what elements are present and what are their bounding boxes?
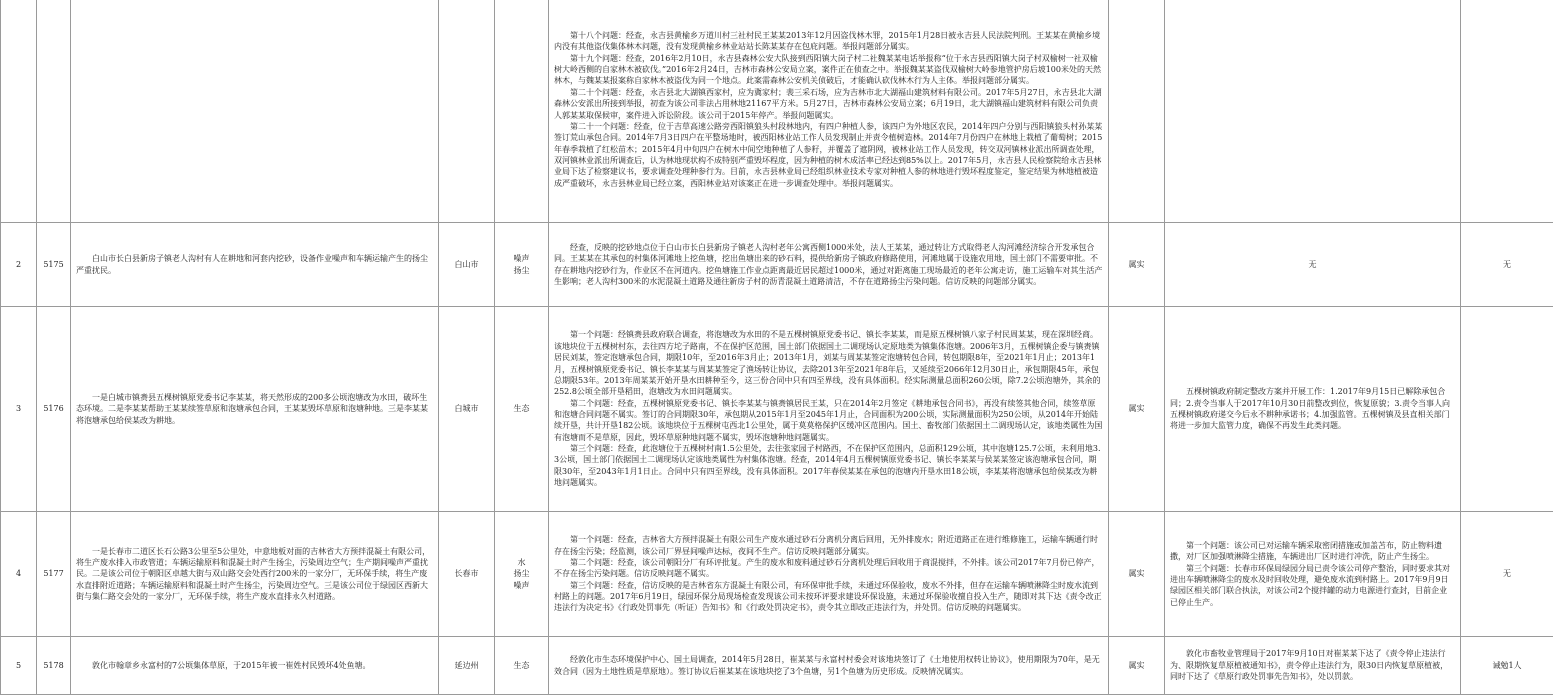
findings-cell <box>549 637 1109 695</box>
finding-paragraph: 第十九个问题：经查，2016年2月10日，永吉县森林公安大队接到西阳镇大岗子村二社魏某某电话举报称“位于永吉县西阳镇大岗子村双榆树一社双榆树大岭西侧的自家林木被砍伐。”2016年2月24日，吉林市森林公安局立案，案件正在侦查之中。举报魏某某盗伐双榆树大岭参地管护房后坡100米处的天然林木，与魏某某报案称自家林木被盗伐为同一个地点。此案需森林公安机关侦破后，才能确认砍伐林木行为人主体。举报问题部分属实。 <box>554 53 1103 87</box>
rectification-cell <box>1165 0 1461 223</box>
accountability-cell: 无 <box>1461 223 1553 307</box>
finding-paragraph: 第一个问题：经镇赉县政府联合调查，将泡塘改为水田的不是五棵树镇原党委书记、镇长李某某，而是原五棵树镇八家子村民周某某，现在深圳经商。该地块位于五棵树村东，去往四方坨子路南，不在保护区范围，国土部门依据国土二调现场认定原地类为镇集体泡塘。2006年3月，五棵树镇企委与镇赉镇居民刘某，签定泡塘承包合同，期限10年，至2016年3月止；2013年1月，刘某与周某某签定泡塘转包合同，转包期限8年，至2021年1月止；2013年1月，五棵树镇原党委书记、镇长李某某与周某某签定了渔场转让协议，去除2013年至2021年8年后，又延续至2066年12月30日止，承包期限45年，承包总期限53年。2013年周某某开始开垦水田耕种至今，这三份合同中只有四至界线，没有具体面积。经实际测量总面积260公顷，除7.2公顷泡塘外，其余的252.8公顷全部开垦稻田，泡塘改为水田问题属实。 <box>554 329 1103 397</box>
complaint-cell: 敦化市翰章乡永富村的7公顷集体草原，于2015年被一崔姓村民毁坏4处鱼塘。 <box>71 637 439 695</box>
type-cell: 生态 <box>495 307 549 512</box>
finding-paragraph: 第三个问题：经查，此泡塘位于五棵树村南1.5公里处，去往张家园子村路西，不在保护区范围内，总面积129公顷，其中泡塘125.7公顷，未利用地3.3公顷，国土部门依据国土二调现场认定该地类属性为村集体泡塘。经查，2014年4月五棵树镇原党委书记、镇长李某某与侯某某签定该泡塘承包合同，期限30年，至2043年1月1日止。合同中只有四至界线，没有具体面积。2017年春侯某某在承包的泡塘内开垦水田18公顷，李某某将泡塘承包给侯某改为耕地问题属实。 <box>554 443 1103 488</box>
rectification-paragraph: 第三个问题：长春市环保局绿园分局已责令该公司停产整治，同时要求其对进出车辆喷淋降尘的废水及时回收处理，避免废水流到村路上。2017年9月9日绿园区相关部门联合执法，对该公司2个搅拌罐的动力电源进行查封，目前企业已停止生产。 <box>1170 563 1455 608</box>
city-cell: 白城市 <box>439 307 495 512</box>
seq-cell: 4 <box>1 512 37 637</box>
verdict-cell: 属实 <box>1109 637 1165 695</box>
complaint-cell: 一是长春市二道区长石公路3公里至5公里处，中意地板对面的吉林省大方预拌混凝土有限公司，将生产废水排入市政管道；车辆运输原料和混凝土时产生扬尘，污染周边空气；生产期间噪声严重扰民。二是该公司位于朝阳区卓越大街与双山路交会处西行200米的一家分厂，无环保手续，将生产废水直排附近道路；车辆运输原料和混凝土时产生扬尘，污染周边空气。三是该公司位于绿园区西新大街与集仁路交会处的一家分厂，无环保手续，将生产废水直排永久村道路。 <box>71 512 439 637</box>
findings-cell <box>549 0 1109 223</box>
type-cell <box>495 0 549 223</box>
rectification-paragraph: 五棵树镇政府制定整改方案并开展工作：1.2017年9月15日已解除承包合同；2.责令当事人于2017年10月30日前整改到位，恢复原貌；3.责令当事人向五棵树镇政府递交今后永不耕种承诺书；4.加强监管。五棵树镇及县直相关部门将进一步加大监管力度，确保不再发生此类问题。 <box>1170 386 1455 431</box>
complaint-cell: 一是白城市镇赉县五棵树镇原党委书记李某某，将天然形成的200多公顷泡塘改为水田，破坏生态环境。二是李某某帮助王某某续签草原和泡塘承包合同，王某某毁坏草原和泡塘种地。三是李某某将泡塘承包给侯某改为耕地。 <box>71 307 439 512</box>
code-cell: 5175 <box>37 223 71 307</box>
code-cell <box>37 0 71 223</box>
rectification-cell <box>1165 637 1461 695</box>
finding-paragraph: 经敦化市生态环境保护中心、国土局调查，2014年5月28日，崔某某与永富村村委会对该地块签订了《土地使用权转让协议》，使用期限为70年，是无效合同（因为土地性质是草原地）。签订协议后崔某某在该地块挖了3个鱼塘，另1个鱼塘为历史形成。反映情况属实。 <box>554 654 1103 677</box>
table-row <box>1 512 1553 637</box>
table-row <box>1 0 1553 223</box>
city-cell: 延边州 <box>439 637 495 695</box>
rectification-cell <box>1165 512 1461 637</box>
complaint-cell: 白山市长白县新房子镇老人沟村有人在耕地和河套内挖砂，设备作业噪声和车辆运输产生的扬尘严重扰民。 <box>71 223 439 307</box>
finding-paragraph: 第三个问题：经查，信访反映的是吉林省东方混凝土有限公司，有环保审批手续，未通过环保验收，废水不外排，但存在运输车辆喷淋降尘时废水流到村路上的问题。2017年6月19日，绿园环保分局现场检查发现该公司未按环评要求建设环保设施，未通过环保验收擅自投入生产，随即对其下达《责令改正违法行为决定书》《行政处罚事先（听证）告知书》和《行政处罚决定书》，责令其立即改正违法行为，并处罚。信访反映的问题属实。 <box>554 580 1103 614</box>
seq-cell: 5 <box>1 637 37 695</box>
city-cell <box>439 0 495 223</box>
code-cell: 5177 <box>37 512 71 637</box>
findings-cell <box>549 512 1109 637</box>
verdict-cell: 属实 <box>1109 307 1165 512</box>
accountability-cell <box>1461 0 1553 223</box>
findings-cell <box>549 307 1109 512</box>
type-cell: 生态 <box>495 637 549 695</box>
city-cell: 白山市 <box>439 223 495 307</box>
rectification-cell <box>1165 307 1461 512</box>
rectification-cell: 无 <box>1165 223 1461 307</box>
seq-cell: 3 <box>1 307 37 512</box>
accountability-cell: 诫勉1人 <box>1461 637 1553 695</box>
complaint-cell <box>71 0 439 223</box>
finding-paragraph: 第二个问题：经查，该公司朝阳分厂有环评批复。产生的废水和废料通过砂石分离机处理后回收用于商混搅拌，不外排。该公司2017年7月份已停产，不存在扬尘污染问题。信访反映问题不属实。 <box>554 557 1103 580</box>
city-cell: 长春市 <box>439 512 495 637</box>
table-row <box>1 223 1553 307</box>
verdict-cell: 属实 <box>1109 512 1165 637</box>
finding-paragraph: 经查，反映的挖砂地点位于白山市长白县新房子镇老人沟村老年公寓西侧1000米处，法人王某某，通过转让方式取得老人沟河滩经济综合开发承包合同。王某某在其承包的村集体河滩地上挖鱼塘，挖出鱼塘出来的砂石料，提供给新房子镇政府修路使用，河滩地属于设施农用地，国土部门不需要审批。不存在耕地内挖砂行为，作业区不在河道内。挖鱼塘施工作业点距离最近居民超过1000米，通过对距离施工现场最近的老年公寓走访，施工运输车对其生活产生影响；老人沟村300米的水泥混凝土道路及通往新房子村的沥青混凝土道路清洁，不存在道路扬尘污染问题。信访反映的问题部分属实。 <box>554 242 1103 287</box>
rectification-paragraph: 第一个问题：该公司已对运输车辆采取密闭措施或加盖苫布，防止物料遗撒，对厂区加强喷淋降尘措施，车辆进出厂区时进行冲洗，防止产生扬尘。 <box>1170 540 1455 563</box>
findings-cell <box>549 223 1109 307</box>
type-cell: 噪声 扬尘 <box>495 223 549 307</box>
table-row <box>1 637 1553 695</box>
seq-cell <box>1 0 37 223</box>
finding-paragraph: 第二个问题：经查，五棵树镇原党委书记、镇长李某某与镇赉镇居民王某，只在2014年2月签定《耕地承包合同书》，再没有续签其他合同，续签草原和泡塘合同问题不属实。签订的合同期限30年，承包期从2015年1月至2045年1月止，合同面积为200公顷，实际测量面积为250公顷，从2014年开始陆续开垦，共计开垦182公顷。该地块位于五棵树屯西北1公里处，属于莫莫格保护区缓冲区范围内。国土、畜牧部门依据国土二调现场认定，该地类属性为国有泡塘而不是草原，因此，毁坏草原种地问题不属实，毁坏泡塘种地问题属实。 <box>554 398 1103 443</box>
code-cell: 5178 <box>37 637 71 695</box>
code-cell: 5176 <box>37 307 71 512</box>
table-row <box>1 307 1553 512</box>
type-cell: 水 扬尘 噪声 <box>495 512 549 637</box>
seq-cell: 2 <box>1 223 37 307</box>
accountability-cell <box>1461 307 1553 512</box>
rectification-paragraph: 敦化市畜牧业管理局于2017年9月10日对崔某某下达了《责令停止违法行为、限期恢复草原植被通知书》，责令停止违法行为，限30日内恢复草原植被，同时下达了《草原行政处罚事先告知书》，处以罚款。 <box>1170 648 1455 682</box>
finding-paragraph: 第一个问题：经查，吉林省大方预拌混凝土有限公司生产废水通过砂石分离机分离后回用，无外排废水；附近道路正在进行维修施工，运输车辆通行时存在扬尘污染；经监测，该公司厂界昼间噪声达标，夜间不生产。信访反映问题部分属实。 <box>554 534 1103 557</box>
accountability-cell: 无 <box>1461 512 1553 637</box>
finding-paragraph: 第十八个问题：经查，永吉县黄榆乡万道川村三社村民王某某2013年12月因盗伐林木罪，2015年1月28日被永吉县人民法院判刑。王某某在黄榆乡境内没有其他盗伐集体林木问题，没有发现黄榆乡林业站站长陈某某存在包庇问题。举报问题部分属实。 <box>554 30 1103 53</box>
verdict-cell: 属实 <box>1109 223 1165 307</box>
finding-paragraph: 第二十个问题：经查，永吉县北大湖镇西家村，应为冀家村；裴三采石场，应为吉林市北大湖福山建筑材料有限公司。2017年5月27日，永吉县北大湖森林公安派出所接到举报，初查为该公司非法占用林地21167平方米。5月27日，吉林市森林公安局立案；6月19日，北大湖镇福山建筑材料有限公司负责人郭某某取保候审，案件进入诉讼阶段。该公司于2015年停产。举报问题属实。 <box>554 87 1103 121</box>
verdict-cell <box>1109 0 1165 223</box>
finding-paragraph: 第二十一个问题：经查，位于吉草高速公路旁西阳镇狼头村段林地内，有四户种植人参，该四户为外地区农民，2014年四户分别与西阳镇狼头村孙某某签订荒山承包合同。2014年7月3日四户在平整场地时，被西阳林业站工作人员发现制止并责令植树造林。2014年7月份四户在林地上栽植了葡萄树；2015年春季栽植了红松苗木；2015年4月中旬四户在树木中间空地种植了人参籽，并覆盖了遮阴网，被林业站工作人员发现，转交双河镇林业派出所调查处理，双河镇林业派出所调查后，认为林地现状构不成特别严重毁坏程度，因为种植的树木成活率已经达到85%以上。2017年5月，永吉县人民检察院给永吉县林业局下达了检察建议书，要求调查处理种参行为。目前，永吉县林业局已经组织林业技术专家对种植人参的林地进行毁坏程度鉴定，鉴定结果为林地植被造成严重破坏，永吉县林业局已经立案，西阳林业站对该案正在进一步调查处理中。举报问题属实。 <box>554 121 1103 189</box>
